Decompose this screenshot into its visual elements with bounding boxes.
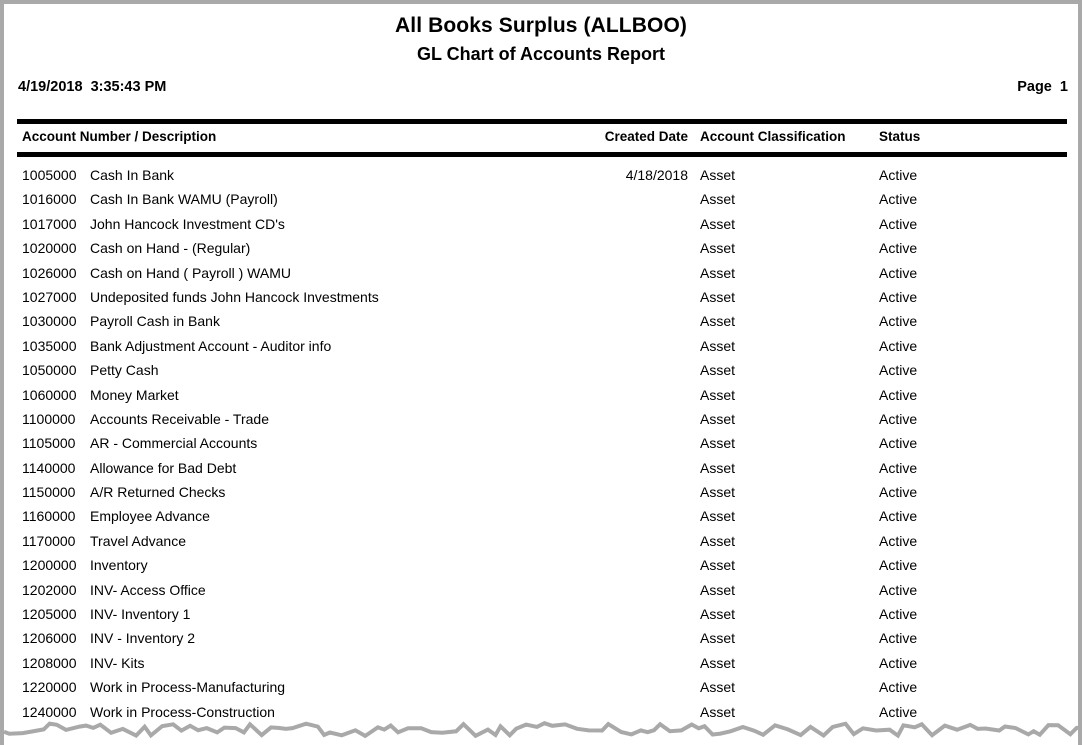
header-rule-bottom — [17, 152, 1067, 157]
cell-account-description: Petty Cash — [90, 362, 159, 379]
cell-created-date: 4/18/2018 — [625, 167, 688, 183]
cell-account-description: Accounts Receivable - Trade — [90, 410, 269, 427]
cell-account-description: Travel Advance — [90, 532, 186, 549]
table-row[interactable] — [4, 677, 1078, 701]
table-row[interactable] — [4, 555, 1078, 579]
cell-account-number: 1200000 — [22, 557, 77, 574]
cell-status: Active — [879, 386, 918, 403]
cell-status: Active — [879, 606, 918, 623]
cell-status: Active — [879, 557, 918, 574]
cell-account-number: 1026000 — [22, 264, 77, 281]
cell-account-description: Bank Adjustment Account - Auditor info — [90, 337, 332, 354]
table-row[interactable] — [4, 336, 1078, 360]
cell-account-description: Cash In Bank — [90, 167, 175, 183]
cell-classification: Asset — [700, 606, 736, 623]
cell-classification: Asset — [700, 337, 736, 354]
table-row[interactable] — [4, 653, 1078, 677]
cell-status: Active — [879, 679, 918, 696]
table-row[interactable] — [4, 263, 1078, 287]
cell-account-description: Cash In Bank WAMU (Payroll) — [90, 191, 278, 208]
cell-classification: Asset — [700, 532, 736, 549]
table-row[interactable] — [4, 409, 1078, 433]
cell-account-number: 1140000 — [22, 459, 76, 476]
cell-classification: Asset — [700, 557, 736, 574]
column-header-created-date: Created Date — [604, 129, 688, 144]
report-header — [4, 4, 1078, 67]
cell-account-description: Work in Process-Manufacturing — [90, 679, 286, 696]
table-row[interactable] — [4, 238, 1078, 262]
cell-status: Active — [879, 508, 918, 525]
cell-account-number: 1035000 — [22, 337, 77, 354]
cell-account-description: Cash on Hand - (Regular) — [90, 240, 251, 257]
cell-account-number: 1202000 — [22, 581, 77, 598]
table-row[interactable] — [4, 189, 1078, 213]
cell-account-number: 1100000 — [22, 410, 76, 427]
table-row[interactable] — [4, 531, 1078, 555]
cell-account-description: Work in Process-Construction — [90, 703, 275, 720]
cell-classification: Asset — [700, 484, 736, 501]
table-row[interactable] — [4, 458, 1078, 482]
cell-classification: Asset — [700, 386, 736, 403]
cell-status: Active — [879, 484, 918, 501]
cell-status: Active — [879, 313, 918, 330]
cell-account-number: 1016000 — [22, 191, 77, 208]
cell-classification: Asset — [700, 191, 736, 208]
cell-status: Active — [879, 630, 918, 647]
cell-account-description: A/R Returned Checks — [90, 484, 226, 501]
cell-status: Active — [879, 581, 918, 598]
cell-account-number: 1160000 — [22, 508, 76, 525]
cell-classification: Asset — [700, 654, 736, 671]
report-meta-row — [4, 79, 1078, 109]
cell-classification: Asset — [700, 313, 736, 330]
cell-account-number: 1170000 — [22, 532, 76, 549]
cell-account-description: INV - Inventory 2 — [90, 630, 196, 647]
page-number-label: Page 1 — [1017, 79, 1068, 95]
table-row[interactable] — [4, 580, 1078, 604]
cell-classification: Asset — [700, 240, 736, 257]
cell-account-number: 1027000 — [22, 288, 77, 305]
cell-status: Active — [879, 532, 918, 549]
column-header-account: Account Number / Description — [22, 129, 217, 144]
cell-account-number: 1060000 — [22, 386, 77, 403]
cell-status: Active — [879, 215, 918, 232]
table-header-row — [4, 124, 1078, 152]
cell-account-description: INV- Access Office — [90, 581, 206, 598]
table-row[interactable] — [4, 385, 1078, 409]
column-header-status: Status — [879, 129, 921, 144]
cell-status: Active — [879, 362, 918, 379]
cell-classification: Asset — [700, 679, 736, 696]
cell-status: Active — [879, 264, 918, 281]
cell-status: Active — [879, 459, 918, 476]
cell-account-description: Inventory — [90, 557, 148, 574]
cell-account-number: 1050000 — [22, 362, 77, 379]
cell-account-number: 1206000 — [22, 630, 77, 647]
table-row[interactable] — [4, 604, 1078, 628]
cell-account-description: Allowance for Bad Debt — [90, 459, 237, 476]
table-row[interactable] — [4, 360, 1078, 384]
cell-account-description: John Hancock Investment CD's — [90, 215, 285, 232]
cell-account-number: 1208000 — [22, 654, 77, 671]
table-row[interactable] — [4, 628, 1078, 652]
table-row[interactable] — [4, 214, 1078, 238]
cell-account-description: Undeposited funds John Hancock Investments — [90, 288, 379, 305]
cell-status: Active — [879, 240, 918, 257]
cell-account-description: INV- Inventory 1 — [90, 606, 191, 623]
table-row[interactable] — [4, 702, 1078, 726]
cell-status: Active — [879, 288, 918, 305]
cell-account-number: 1105000 — [22, 435, 76, 452]
cell-account-number: 1017000 — [22, 215, 77, 232]
table-body — [4, 165, 1078, 726]
accounts-table — [4, 124, 1078, 726]
cell-status: Active — [879, 703, 918, 720]
cell-classification: Asset — [700, 362, 736, 379]
cell-account-description: Employee Advance — [90, 508, 210, 525]
cell-classification: Asset — [700, 435, 736, 452]
cell-status: Active — [879, 337, 918, 354]
cell-classification: Asset — [700, 508, 736, 525]
cell-account-number: 1240000 — [22, 703, 77, 720]
cell-status: Active — [879, 410, 918, 427]
table-row[interactable] — [4, 287, 1078, 311]
cell-account-description: AR - Commercial Accounts — [90, 435, 258, 452]
cell-classification: Asset — [700, 703, 736, 720]
table-row[interactable] — [4, 311, 1078, 335]
cell-status: Active — [879, 435, 918, 452]
cell-account-description: INV- Kits — [90, 654, 145, 671]
cell-classification: Asset — [700, 215, 736, 232]
cell-status: Active — [879, 191, 918, 208]
cell-account-description: Cash on Hand ( Payroll ) WAMU — [90, 264, 291, 281]
cell-classification: Asset — [700, 410, 736, 427]
cell-account-number: 1205000 — [22, 606, 77, 623]
cell-account-description: Payroll Cash in Bank — [90, 313, 220, 330]
report-subtitle: GL Chart of Accounts Report — [416, 44, 665, 64]
cell-classification: Asset — [700, 264, 736, 281]
report-timestamp: 4/19/2018 3:35:43 PM — [18, 79, 167, 95]
cell-classification: Asset — [700, 630, 736, 647]
cell-account-description: Money Market — [90, 386, 179, 403]
cell-account-number: 1150000 — [22, 484, 76, 501]
cell-status: Active — [879, 654, 918, 671]
table-row[interactable] — [4, 482, 1078, 506]
cell-account-number: 1030000 — [22, 313, 77, 330]
cell-account-number: 1020000 — [22, 240, 77, 257]
cell-classification: Asset — [700, 581, 736, 598]
table-row[interactable] — [4, 165, 1078, 189]
cell-classification: Asset — [700, 288, 736, 305]
column-header-classification: Account Classification — [700, 129, 846, 144]
table-row[interactable] — [4, 433, 1078, 457]
cell-classification: Asset — [700, 459, 736, 476]
table-row[interactable] — [4, 506, 1078, 530]
cell-classification: Asset — [700, 167, 736, 183]
cell-account-number: 1220000 — [22, 679, 77, 696]
cell-account-number: 1005000 — [22, 167, 77, 183]
page-title: All Books Surplus (ALLBOO) — [395, 14, 687, 37]
cell-status: Active — [879, 167, 918, 183]
